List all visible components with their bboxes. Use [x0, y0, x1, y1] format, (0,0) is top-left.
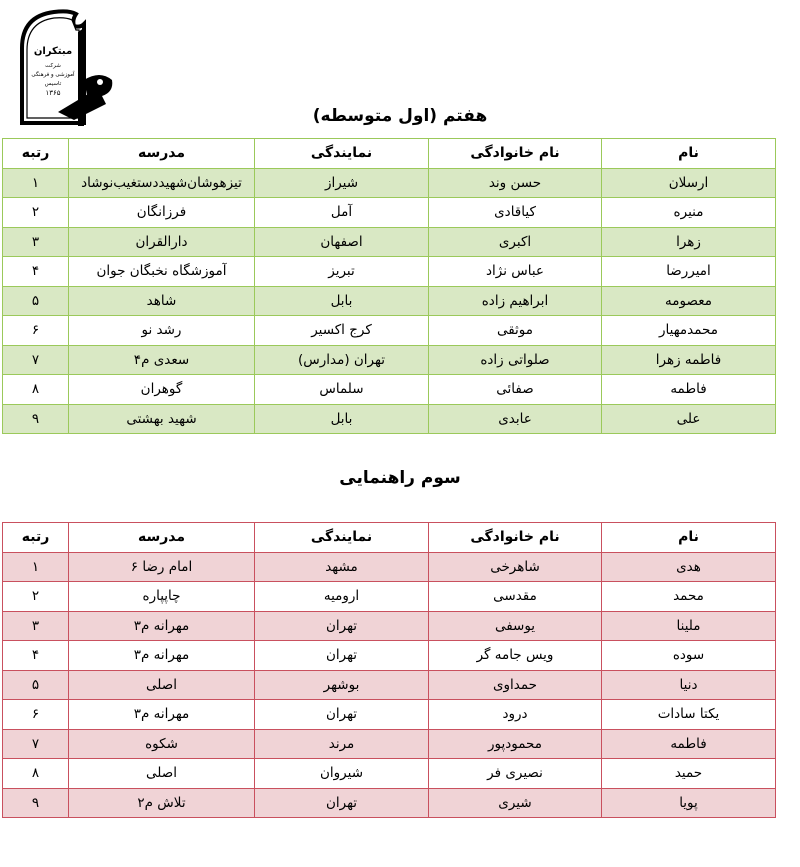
table-row [3, 404, 776, 434]
cell-name: فاطمه زهرا [602, 345, 776, 375]
cell-school: شکوه [69, 729, 255, 759]
table1-body [3, 168, 776, 434]
logo-line1: شركت [45, 63, 61, 69]
table2-title: سوم راهنمایی [339, 468, 461, 488]
cell-family-name: صفائی [429, 375, 602, 405]
table-row [3, 345, 776, 375]
cell-agency: تبریز [255, 257, 429, 287]
cell-name: زهرا [602, 227, 776, 257]
cell-family-name: مقدسی [429, 582, 602, 612]
header-school: مدرسه [69, 139, 255, 169]
cell-agency: بوشهر [255, 670, 429, 700]
cell-family-name: صلواتی زاده [429, 345, 602, 375]
cell-family-name: درود [429, 700, 602, 730]
header-school: مدرسه [69, 523, 255, 553]
cell-school: شاهد [69, 286, 255, 316]
cell-school: مهرانه م۳ [69, 611, 255, 641]
cell-rank: ۸ [3, 375, 69, 405]
cell-school: اصلی [69, 670, 255, 700]
cell-family-name: حمداوی [429, 670, 602, 700]
cell-school: تیزهوشان‌شهیددستغیب‌نوشاد [69, 168, 255, 198]
cell-name: سوده [602, 641, 776, 671]
table-row [3, 227, 776, 257]
logo-line3: تاسیس [44, 81, 62, 87]
header-rank: رتبه [3, 523, 69, 553]
cell-family-name: یوسفی [429, 611, 602, 641]
cell-agency: مرند [255, 729, 429, 759]
cell-family-name: اکبری [429, 227, 602, 257]
logo-line2: آموزشی و فرهنگی [31, 72, 75, 78]
table-row [3, 670, 776, 700]
cell-rank: ۱ [3, 168, 69, 198]
cell-rank: ۳ [3, 611, 69, 641]
cell-agency: تهران [255, 641, 429, 671]
table-row [3, 286, 776, 316]
cell-rank: ۵ [3, 286, 69, 316]
cell-agency: ارومیه [255, 582, 429, 612]
cell-family-name: ویس جامه گر [429, 641, 602, 671]
cell-family-name: شاهرخی [429, 552, 602, 582]
cell-family-name: محمودپور [429, 729, 602, 759]
table-row [3, 198, 776, 228]
header-agency: نمایندگی [255, 139, 429, 169]
cell-agency: آمل [255, 198, 429, 228]
cell-rank: ۸ [3, 759, 69, 789]
cell-agency: کرج اکسیر [255, 316, 429, 346]
logo-name: مبتكران [33, 46, 73, 57]
cell-name: حمید [602, 759, 776, 789]
logo-year: ۱۳۶۵ [45, 89, 61, 97]
cell-name: محمد [602, 582, 776, 612]
cell-school: مهرانه م۳ [69, 700, 255, 730]
cell-rank: ۶ [3, 316, 69, 346]
cell-name: ارسلان [602, 168, 776, 198]
cell-rank: ۲ [3, 198, 69, 228]
cell-name: معصومه [602, 286, 776, 316]
cell-school: اصلی [69, 759, 255, 789]
table-row [3, 168, 776, 198]
table-row [3, 316, 776, 346]
cell-name: منیره [602, 198, 776, 228]
cell-family-name: نصیری فر [429, 759, 602, 789]
table-row [3, 552, 776, 582]
cell-family-name: کیاقادی [429, 198, 602, 228]
cell-school: آموزشگاه نخبگان جوان [69, 257, 255, 287]
cell-rank: ۶ [3, 700, 69, 730]
table2-header-row [3, 523, 776, 553]
cell-agency: تهران [255, 700, 429, 730]
cell-agency: اصفهان [255, 227, 429, 257]
header-family-name: نام خانوادگی [429, 139, 602, 169]
cell-family-name: عابدی [429, 404, 602, 434]
table-row [3, 729, 776, 759]
cell-family-name: موثقی [429, 316, 602, 346]
cell-name: فاطمه [602, 375, 776, 405]
cell-school: شهید بهشتی [69, 404, 255, 434]
cell-agency: بابل [255, 286, 429, 316]
cell-family-name: شیری [429, 788, 602, 818]
cell-agency: شیراز [255, 168, 429, 198]
cell-rank: ۹ [3, 404, 69, 434]
header-family-name: نام خانوادگی [429, 523, 602, 553]
cell-rank: ۹ [3, 788, 69, 818]
cell-school: فرزانگان [69, 198, 255, 228]
cell-agency: شیروان [255, 759, 429, 789]
header-agency: نمایندگی [255, 523, 429, 553]
cell-rank: ۷ [3, 345, 69, 375]
cell-rank: ۳ [3, 227, 69, 257]
cell-rank: ۵ [3, 670, 69, 700]
cell-school: رشد نو [69, 316, 255, 346]
cell-school: تلاش م۲ [69, 788, 255, 818]
cell-name: فاطمه [602, 729, 776, 759]
table-row [3, 257, 776, 287]
cell-family-name: ابراهیم زاده [429, 286, 602, 316]
table1 [2, 138, 776, 434]
table2-body [3, 552, 776, 818]
cell-name: ملینا [602, 611, 776, 641]
header-name: نام [602, 523, 776, 553]
table-row [3, 641, 776, 671]
cell-agency: مشهد [255, 552, 429, 582]
cell-rank: ۴ [3, 641, 69, 671]
cell-agency: تهران [255, 788, 429, 818]
cell-name: علی [602, 404, 776, 434]
table-row [3, 375, 776, 405]
table-row [3, 700, 776, 730]
cell-name: هدی [602, 552, 776, 582]
cell-rank: ۱ [3, 552, 69, 582]
cell-family-name: حسن وند [429, 168, 602, 198]
cell-agency: سلماس [255, 375, 429, 405]
cell-name: امیررضا [602, 257, 776, 287]
table-row [3, 582, 776, 612]
cell-school: مهرانه م۳ [69, 641, 255, 671]
cell-family-name: عباس نژاد [429, 257, 602, 287]
cell-school: دارالقران [69, 227, 255, 257]
cell-rank: ۲ [3, 582, 69, 612]
cell-school: گوهران [69, 375, 255, 405]
header-name: نام [602, 139, 776, 169]
cell-agency: بابل [255, 404, 429, 434]
cell-agency: تهران (مدارس) [255, 345, 429, 375]
cell-school: سعدی م۴ [69, 345, 255, 375]
cell-school: چاپپاره [69, 582, 255, 612]
header-rank: رتبه [3, 139, 69, 169]
table-row [3, 788, 776, 818]
cell-name: محمدمهیار [602, 316, 776, 346]
table-row [3, 611, 776, 641]
table1-header-row [3, 139, 776, 169]
cell-name: پویا [602, 788, 776, 818]
cell-rank: ۴ [3, 257, 69, 287]
cell-agency: تهران [255, 611, 429, 641]
cell-rank: ۷ [3, 729, 69, 759]
table2 [2, 522, 776, 818]
cell-name: یکتا سادات [602, 700, 776, 730]
cell-name: دنیا [602, 670, 776, 700]
table1-title: هفتم (اول متوسطه) [312, 106, 488, 126]
cell-school: امام رضا ۶ [69, 552, 255, 582]
table-row [3, 759, 776, 789]
